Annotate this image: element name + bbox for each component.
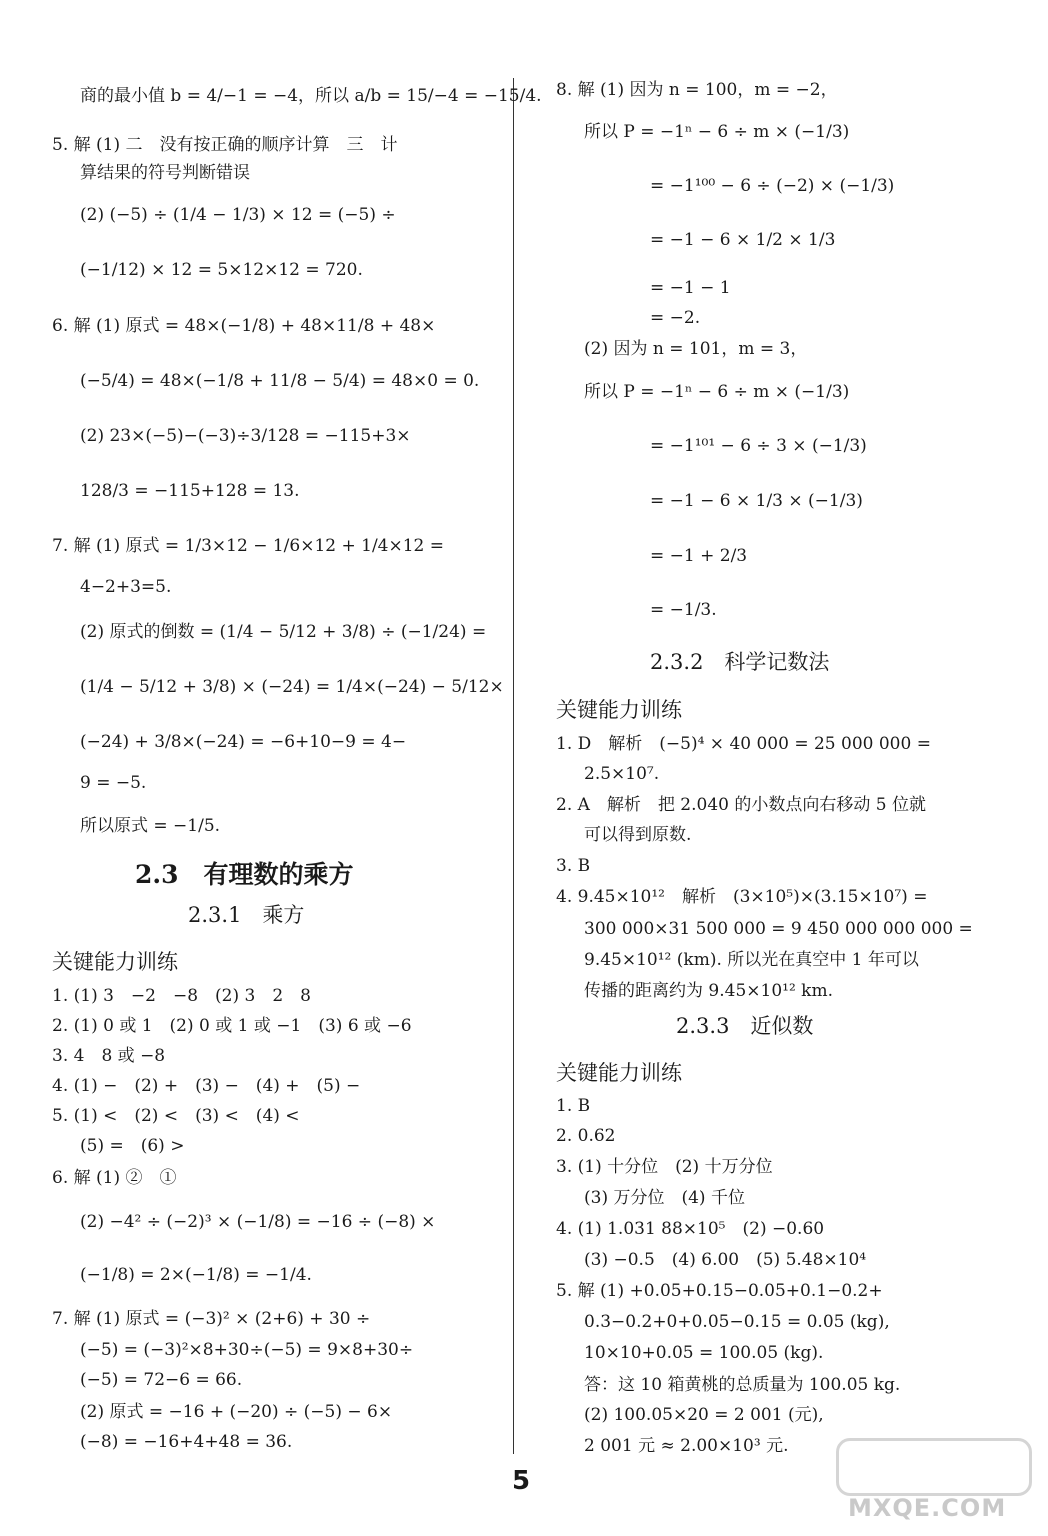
right-line: 300 000×31 500 000 = 9 450 000 000 000 = — [584, 919, 973, 939]
left-line: 商的最小值 b = 4/−1 = −4，所以 a/b = 15/−4 = −15/4. — [80, 86, 542, 106]
watermark-text: MXQE.COM — [848, 1494, 1007, 1522]
left-line: (2) (−5) ÷ (1/4 − 1/3) × 12 = (−5) ÷ — [80, 205, 396, 225]
left-line: 2.3.1 乘方 — [188, 903, 305, 927]
right-line: = −1 − 6 × 1/3 × (−1/3) — [650, 491, 863, 511]
left-line: 1. (1) 3 −2 −8 (2) 3 2 8 — [52, 986, 311, 1006]
right-line: (3) −0.5 (4) 6.00 (5) 5.48×10⁴ — [584, 1250, 867, 1270]
left-line: 2. (1) 0 或 1 (2) 0 或 1 或 −1 (3) 6 或 −6 — [52, 1016, 412, 1036]
left-line: 算结果的符号判断错误 — [80, 163, 250, 183]
right-line: 所以 P = −1ⁿ − 6 ÷ m × (−1/3) — [584, 382, 850, 402]
right-line: 2.3.2 科学记数法 — [650, 650, 830, 674]
left-line: 7. 解 (1) 原式 = 1/3×12 − 1/6×12 + 1/4×12 = — [52, 536, 445, 556]
watermark-logo-icon — [836, 1438, 1032, 1496]
right-line: (2) 因为 n = 101，m = 3， — [584, 339, 808, 359]
right-line: = −1 + 2/3 — [650, 546, 748, 566]
right-line: 关键能力训练 — [556, 698, 682, 722]
left-line: (2) 原式 = −16 + (−20) ÷ (−5) − 6× — [80, 1402, 393, 1422]
left-line: 所以原式 = −1/5. — [80, 816, 221, 836]
right-line: = −2. — [650, 308, 701, 328]
left-line: 7. 解 (1) 原式 = (−3)² × (2+6) + 30 ÷ — [52, 1309, 371, 1329]
right-line: = −1/3. — [650, 600, 717, 620]
right-line: 关键能力训练 — [556, 1061, 682, 1085]
right-line: 1. D 解析 (−5)⁴ × 40 000 = 25 000 000 = — [556, 734, 931, 754]
right-line: 2.3.3 近似数 — [676, 1014, 814, 1038]
left-line: (2) −4² ÷ (−2)³ × (−1/8) = −16 ÷ (−8) × — [80, 1212, 436, 1232]
right-line: = −1¹⁰¹ − 6 ÷ 3 × (−1/3) — [650, 436, 867, 456]
right-line: 2 001 元 ≈ 2.00×10³ 元. — [584, 1436, 789, 1456]
left-line: (2) 原式的倒数 = (1/4 − 5/12 + 3/8) ÷ (−1/24) = — [80, 622, 487, 642]
right-line: = −1 − 6 × 1/2 × 1/3 — [650, 230, 836, 250]
left-line: (−5) = (−3)²×8+30÷(−5) = 9×8+30÷ — [80, 1340, 414, 1360]
left-line: (2) 23×(−5)−(−3)÷3/128 = −115+3× — [80, 426, 411, 446]
right-line: 4. (1) 1.031 88×10⁵ (2) −0.60 — [556, 1219, 825, 1239]
right-line: (3) 万分位 (4) 千位 — [584, 1188, 745, 1208]
left-line: 关键能力训练 — [52, 950, 178, 974]
left-line: 9 = −5. — [80, 773, 147, 793]
page-number: 5 — [512, 1466, 531, 1496]
left-line: (5) = (6) > — [80, 1136, 185, 1156]
right-line: 传播的距离约为 9.45×10¹² km. — [584, 981, 833, 1001]
right-line: 可以得到原数. — [584, 825, 692, 845]
left-line: 6. 解 (1) 原式 = 48×(−1/8) + 48×11/8 + 48× — [52, 316, 436, 336]
right-line: 2.5×10⁷. — [584, 764, 660, 784]
left-line: 6. 解 (1) ② ① — [52, 1168, 177, 1188]
left-line: 5. (1) < (2) < (3) < (4) < — [52, 1106, 300, 1126]
right-line: = −1 − 1 — [650, 278, 731, 298]
right-line: 5. 解 (1) +0.05+0.15−0.05+0.1−0.2+ — [556, 1281, 883, 1301]
left-line: (−5/4) = 48×(−1/8 + 11/8 − 5/4) = 48×0 = 0. — [80, 371, 480, 391]
left-line: 3. 4 8 或 −8 — [52, 1046, 166, 1066]
right-line: 答：这 10 箱黄桃的总质量为 100.05 kg. — [584, 1375, 901, 1395]
right-line: 1. B — [556, 1096, 591, 1116]
right-line: (2) 100.05×20 = 2 001 (元), — [584, 1405, 824, 1425]
left-line: (−8) = −16+4+48 = 36. — [80, 1432, 293, 1452]
left-line: 4−2+3=5. — [80, 577, 172, 597]
left-line: 4. (1) − (2) + (3) − (4) + (5) − — [52, 1076, 361, 1096]
watermark — [836, 1438, 1026, 1520]
left-line: 128/3 = −115+128 = 13. — [80, 481, 300, 501]
left-line: (−1/8) = 2×(−1/8) = −1/4. — [80, 1265, 312, 1285]
left-line: (−5) = 72−6 = 66. — [80, 1370, 243, 1390]
right-line: = −1¹⁰⁰ − 6 ÷ (−2) × (−1/3) — [650, 176, 895, 196]
right-line: 所以 P = −1ⁿ − 6 ÷ m × (−1/3) — [584, 122, 850, 142]
left-line: 5. 解 (1) 二 没有按正确的顺序计算 三 计 — [52, 135, 398, 155]
left-line: (−1/12) × 12 = 5×12×12 = 720. — [80, 260, 363, 280]
column-divider — [513, 78, 514, 1454]
right-line: 2. 0.62 — [556, 1126, 616, 1146]
right-line: 9.45×10¹² (km). 所以光在真空中 1 年可以 — [584, 950, 919, 970]
right-line: 3. (1) 十分位 (2) 十万分位 — [556, 1157, 773, 1177]
right-line: 10×10+0.05 = 100.05 (kg). — [584, 1343, 824, 1363]
left-line: (−24) + 3/8×(−24) = −6+10−9 = 4− — [80, 732, 407, 752]
right-line: 2. A 解析 把 2.040 的小数点向右移动 5 位就 — [556, 795, 926, 815]
right-line: 8. 解 (1) 因为 n = 100，m = −2， — [556, 80, 838, 100]
right-line: 3. B — [556, 856, 591, 876]
left-line: (1/4 − 5/12 + 3/8) × (−24) = 1/4×(−24) − 5/12× — [80, 677, 504, 697]
right-line: 0.3−0.2+0+0.05−0.15 = 0.05 (kg), — [584, 1312, 890, 1332]
right-line: 4. 9.45×10¹² 解析 (3×10⁵)×(3.15×10⁷) = — [556, 887, 928, 907]
left-line: 2.3 有理数的乘方 — [135, 860, 354, 889]
